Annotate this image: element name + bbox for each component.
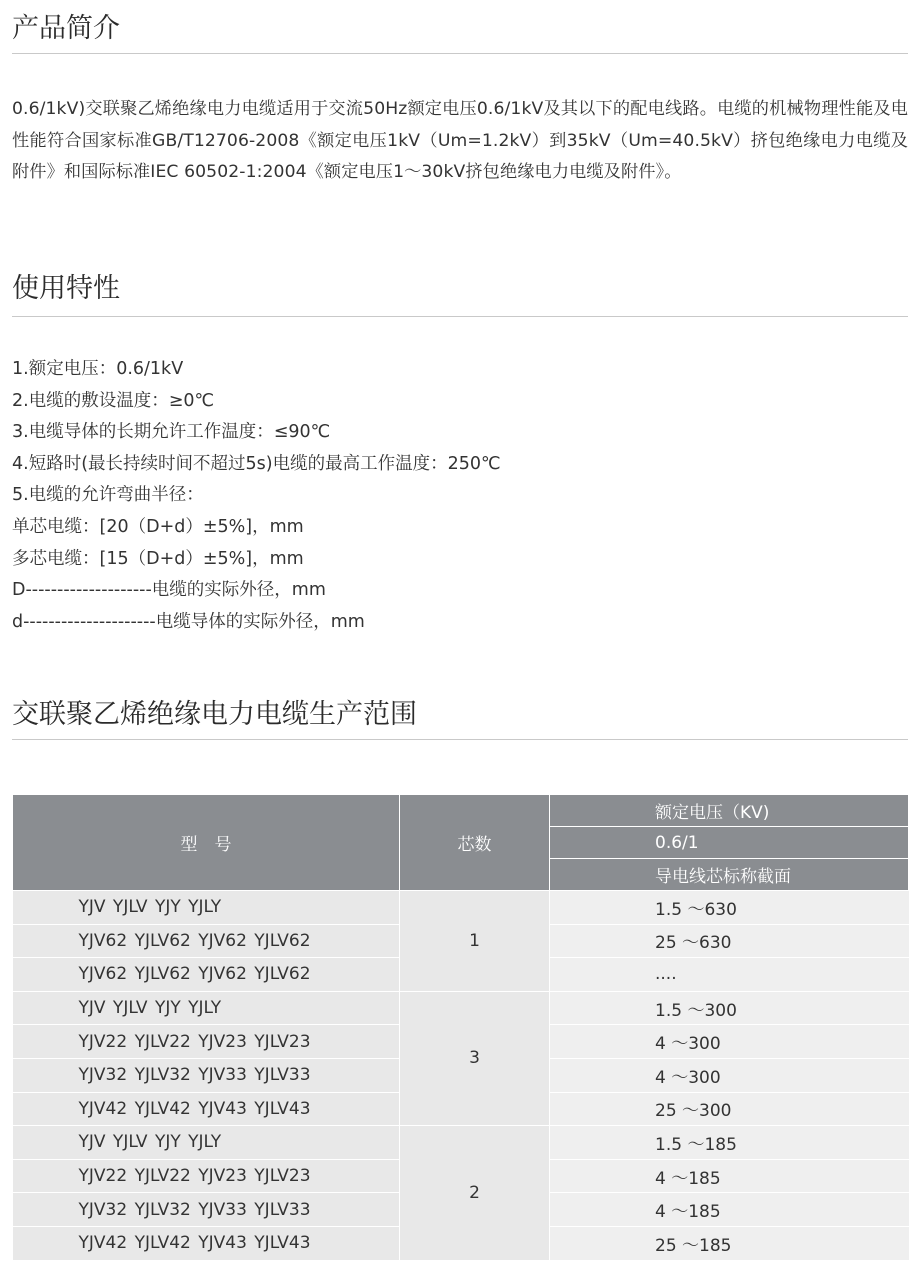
feature-line: 单芯电缆：[20（D+d）±5%]，mm <box>12 516 304 537</box>
cores-cell: 1 <box>400 891 550 992</box>
feature-line: 3.电缆导体的长期允许工作温度：≤90℃ <box>12 422 331 443</box>
model-cell: YJV YJLV YJY YJLY <box>13 1126 400 1160</box>
area-cell: 4 ～185 <box>550 1159 909 1193</box>
area-cell: 4 ～300 <box>550 1058 909 1092</box>
feature-line: 4.短路时(最长持续时间不超过5s)电缆的最高工作温度：250℃ <box>12 453 501 474</box>
area-cell: 1.5 ～300 <box>550 991 909 1025</box>
area-cell: 4 ～300 <box>550 1025 909 1059</box>
area-cell: 25 ～185 <box>550 1226 909 1260</box>
area-cell: 4 ～185 <box>550 1193 909 1227</box>
features-divider <box>12 316 908 317</box>
header-cross-section: 导电线芯标称截面 <box>550 859 909 891</box>
range-title: 交联聚乙烯绝缘电力电缆生产范围 <box>12 699 417 730</box>
model-cell: YJV22 YJLV22 YJV23 YJLV23 <box>13 1159 400 1193</box>
feature-line: D--------------------电缆的实际外径，mm <box>12 580 326 601</box>
cores-cell: 3 <box>400 991 550 1125</box>
table-row <box>13 991 909 1025</box>
production-range-table <box>12 794 909 1261</box>
intro-divider <box>12 53 908 54</box>
header-rated-voltage: 额定电压（KV) <box>550 795 909 827</box>
model-cell: YJV YJLV YJY YJLY <box>13 991 400 1025</box>
intro-title: 产品简介 <box>12 13 120 44</box>
area-cell: 25 ～300 <box>550 1092 909 1126</box>
feature-line: 2.电缆的敷设温度：≥0℃ <box>12 390 215 411</box>
features-title: 使用特性 <box>12 273 120 304</box>
table-row <box>13 891 909 925</box>
feature-line: 1.额定电压：0.6/1kV <box>12 359 184 379</box>
model-cell: YJV22 YJLV22 YJV23 YJLV23 <box>13 1025 400 1059</box>
model-cell: YJV YJLV YJY YJLY <box>13 891 400 925</box>
header-voltage-value: 0.6/1 <box>550 827 909 859</box>
features-list <box>12 354 908 638</box>
table-row <box>13 1126 909 1160</box>
area-cell: 1.5 ～630 <box>550 891 909 925</box>
header-cores: 芯数 <box>400 795 550 891</box>
feature-line: 5.电缆的允许弯曲半径： <box>12 485 204 506</box>
feature-line: 多芯电缆：[15（D+d）±5%]，mm <box>12 548 304 569</box>
area-cell: 25 ～630 <box>550 924 909 958</box>
model-cell: YJV62 YJLV62 YJV62 YJLV62 <box>13 958 400 992</box>
model-cell: YJV42 YJLV42 YJV43 YJLV43 <box>13 1226 400 1260</box>
area-cell: .... <box>550 958 909 992</box>
model-cell: YJV32 YJLV32 YJV33 YJLV33 <box>13 1058 400 1092</box>
header-model: 型 号 <box>13 795 400 891</box>
area-cell: 1.5 ～185 <box>550 1126 909 1160</box>
model-cell: YJV32 YJLV32 YJV33 YJLV33 <box>13 1193 400 1227</box>
range-divider <box>12 739 908 740</box>
cores-cell: 2 <box>400 1126 550 1260</box>
model-cell: YJV42 YJLV42 YJV43 YJLV43 <box>13 1092 400 1126</box>
model-cell: YJV62 YJLV62 YJV62 YJLV62 <box>13 924 400 958</box>
feature-line: d---------------------电缆导体的实际外径，mm <box>12 611 365 632</box>
intro-paragraph: 0.6/1kV)交联聚乙烯绝缘电力电缆适用于交流50Hz额定电压0.6/1kV及其以下的配电线路。电缆的机械物理性能及电性能符合国家标准GB/T12706-2008《额定电压1kV（Um=1.2kV）到35kV（Um=40.5kV）挤包绝缘电力电缆及附件》和国际标准IEC 60502-1:2004《额定电压1～30kV挤包绝缘电力电缆及附件》。 <box>12 99 908 182</box>
